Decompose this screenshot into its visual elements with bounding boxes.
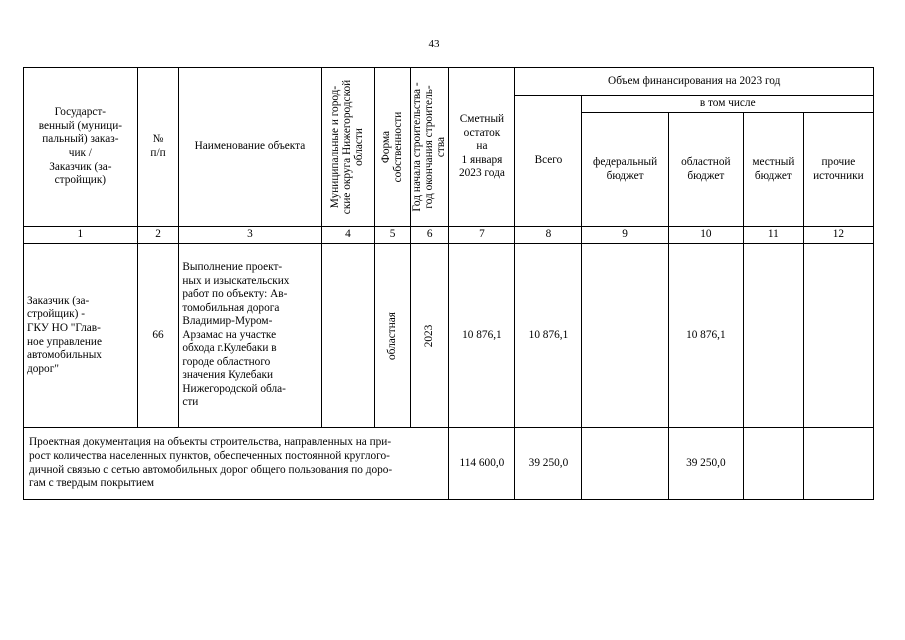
- summary-label: Проектная документация на объекты строительства, направленных на при- рост количества населенных пунктов, обеспеченных постоянной круглого- дичной связью с сетью автомобильных дорог общего пользования по доро- гам с твердым покрытием: [24, 428, 449, 500]
- row-other: [803, 244, 873, 428]
- row-federal: [582, 244, 668, 428]
- row-object: Выполнение проект- ных и изыскательских работ по объекту: Ав- томобильная дорога Владимир-Муром- Арзамас на участке обхода г.Кулебаки в городе областного значения Кулебаки Нижегородской обла- сти: [179, 244, 321, 428]
- header-years: Год начала строительства - год окончания строитель- ства: [410, 68, 449, 227]
- header-funding: Объем финансирования на 2023 год: [515, 68, 874, 96]
- row-customer: Заказчик (за- стройщик) - ГКУ НО "Глав- ное управление автомобильных дорог": [24, 244, 138, 428]
- summary-total: 39 250,0: [515, 428, 582, 500]
- summary-federal: [582, 428, 668, 500]
- summary-row: [24, 428, 874, 500]
- summary-local: [743, 428, 803, 500]
- row-estimate: 10 876,1: [449, 244, 515, 428]
- header-ownership: Форма собственности: [375, 68, 411, 227]
- column-number: 3: [179, 227, 321, 244]
- header-municipal: Муниципальные и город- ские округа Нижегородской области: [321, 68, 375, 227]
- summary-regional: 39 250,0: [668, 428, 743, 500]
- column-number: 9: [582, 227, 668, 244]
- header-total: Всего: [515, 96, 582, 227]
- table-row: [24, 244, 874, 428]
- column-number: 11: [743, 227, 803, 244]
- header-federal: федеральный бюджет: [582, 113, 668, 227]
- column-number: 5: [375, 227, 411, 244]
- column-number: 10: [668, 227, 743, 244]
- column-numbers-row: [24, 227, 874, 244]
- row-local: [743, 244, 803, 428]
- header-object-name: Наименование объекта: [179, 68, 321, 227]
- row-ownership: областная: [375, 244, 411, 428]
- header-regional: областной бюджет: [668, 113, 743, 227]
- header-local: местный бюджет: [743, 113, 803, 227]
- column-number: 12: [803, 227, 873, 244]
- header-num: № п/п: [137, 68, 179, 227]
- funding-table: [23, 67, 874, 500]
- page-number: 43: [428, 38, 440, 50]
- column-number: 7: [449, 227, 515, 244]
- row-regional: 10 876,1: [668, 244, 743, 428]
- row-years: 2023: [410, 244, 449, 428]
- header-including: в том числе: [582, 96, 874, 113]
- column-number: 8: [515, 227, 582, 244]
- column-number: 4: [321, 227, 375, 244]
- row-municipal: [321, 244, 375, 428]
- column-number: 2: [137, 227, 179, 244]
- summary-other: [803, 428, 873, 500]
- header-customer: Государст- венный (муници- пальный) заказ- чик / Заказчик (за- стройщик): [24, 68, 138, 227]
- header-estimate: Сметный остаток на 1 января 2023 года: [449, 68, 515, 227]
- header-other: прочие источники: [803, 113, 873, 227]
- column-number: 6: [410, 227, 449, 244]
- row-num: 66: [137, 244, 179, 428]
- column-number: 1: [24, 227, 138, 244]
- row-total: 10 876,1: [515, 244, 582, 428]
- summary-estimate: 114 600,0: [449, 428, 515, 500]
